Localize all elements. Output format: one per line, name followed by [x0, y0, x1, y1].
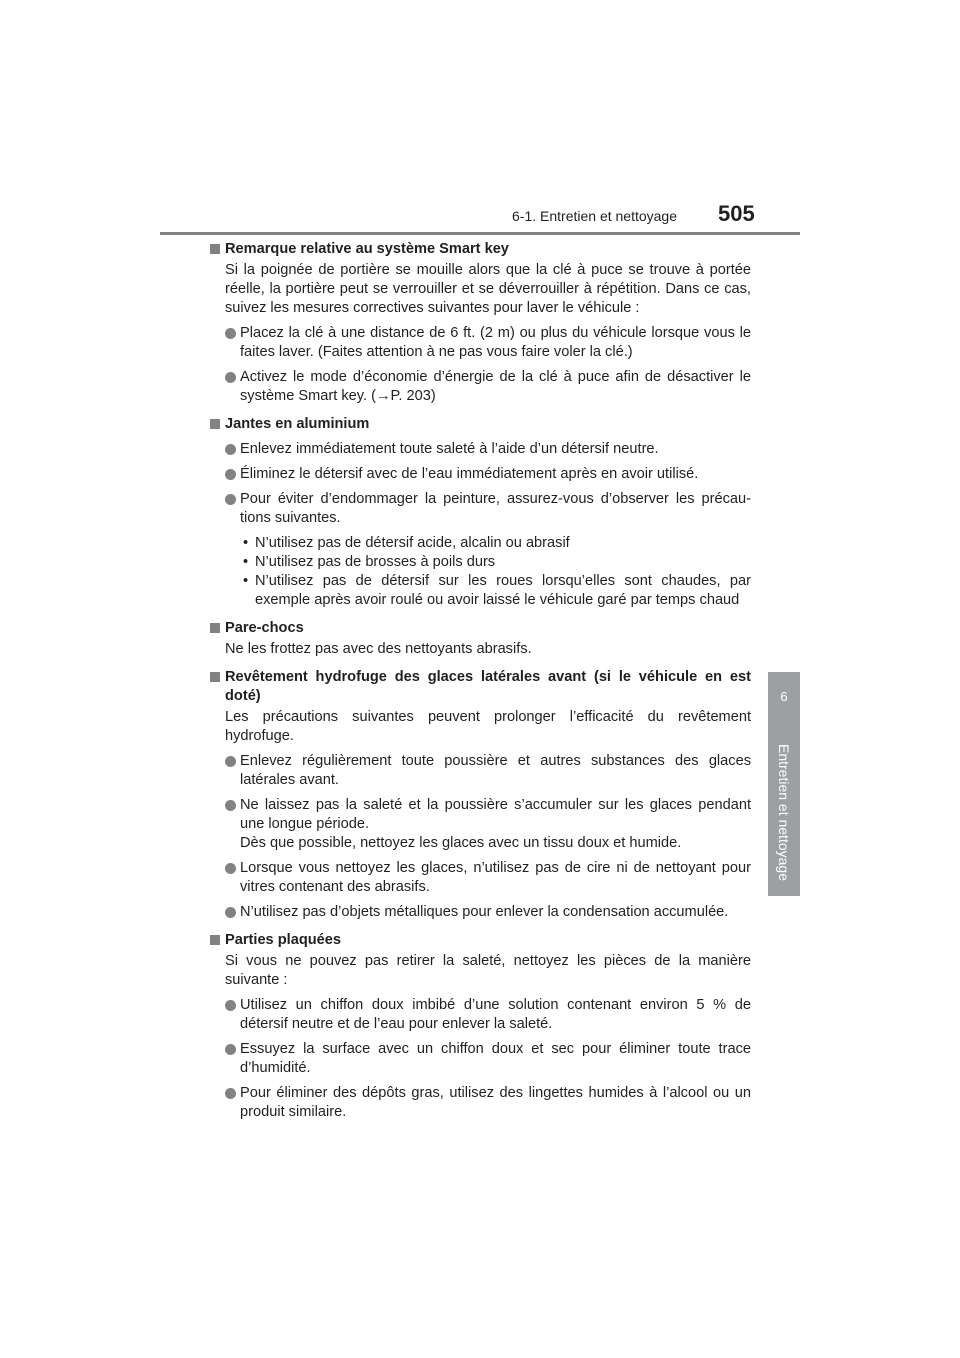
- sub-list-item: • N’utilisez pas de détersif acide, alcalin ou abrasif: [243, 535, 570, 551]
- round-bullet-icon: [225, 756, 236, 767]
- paragraph: Les précautions suivantes peuvent prolonger l’efficacité du revêtement hydrofuge.: [225, 709, 751, 744]
- list-item: Enlevez régulièrement toute poussière et autres substances des glaces latérales avant.: [210, 752, 751, 790]
- paragraph: Si la poignée de portière se mouille alors que la clé à puce se trouve à portée réelle, la portière peut se verrouiller et se déverrouiller à répétition. Dans ce cas, suivez les mesures correctives suivantes pour laver le véhicule :: [225, 262, 751, 316]
- round-bullet-icon: [225, 1000, 236, 1011]
- round-bullet-icon: [225, 469, 236, 480]
- paragraph: Ne les frottez pas avec des nettoyants abrasifs.: [225, 641, 532, 657]
- chapter-label: Entretien et nettoyage: [776, 743, 792, 881]
- round-bullet-icon: [225, 494, 236, 505]
- square-bullet-icon: [210, 672, 220, 682]
- paragraph: Si vous ne pouvez pas retirer la saleté, nettoyez les pièces de la manière suivante :: [225, 953, 751, 988]
- small-bullet-icon: •: [243, 535, 249, 551]
- list-item: Lorsque vous nettoyez les glaces, n’utilisez pas de cire ni de nettoyant pour vitres contenant des abrasifs.: [210, 859, 751, 897]
- header-divider: [160, 232, 800, 235]
- list-item: Pour éliminer des dépôts gras, utilisez des lingettes humides à l’alcool ou un produit similaire.: [210, 1084, 751, 1122]
- sub-list-item: • N’utilisez pas de brosses à poils durs: [243, 554, 496, 570]
- page-reference[interactable]: Activez le mode d’économie d’énergie de la clé à puce afin de désactiver le système Smart key. (→P. 203): [240, 369, 751, 404]
- round-bullet-icon: [225, 372, 236, 383]
- list-item: Placez la clé à une distance de 6 ft. (2 m) ou plus du véhicule lorsque vous le faites laver. (Faites attention à ne pas vous faire voler la clé.): [210, 324, 751, 362]
- small-bullet-icon: •: [243, 554, 249, 570]
- section-heading-parties-plaquees: Parties plaquées: [210, 931, 751, 950]
- list-item: [210, 368, 751, 406]
- round-bullet-icon: [225, 907, 236, 918]
- list-item: Utilisez un chiffon doux imbibé d’une solution contenant environ 5 % de détersif neutre et de l’eau pour enlever la saleté.: [210, 996, 751, 1034]
- section-title: 6-1. Entretien et nettoyage: [512, 208, 677, 224]
- small-bullet-icon: •: [243, 573, 249, 589]
- list-item: Enlevez immédiatement toute saleté à l’aide d’un détersif neutre.: [210, 440, 751, 459]
- section-heading-smart-key: Remarque relative au système Smart key: [210, 240, 751, 259]
- round-bullet-icon: [225, 863, 236, 874]
- square-bullet-icon: [210, 623, 220, 633]
- section-heading-pare-chocs: Pare-chocs: [210, 619, 751, 638]
- sub-list-item: • N’utilisez pas de détersif sur les roues lorsqu’elles sont chaudes, par exemple après avoir roulé ou avoir laissé le véhicule garé par temps chaud: [243, 573, 751, 608]
- sub-list: [210, 534, 751, 610]
- list-item: N’utilisez pas d’objets métalliques pour enlever la condensation accumulée.: [210, 903, 751, 922]
- list-item: Éliminez le détersif avec de l’eau immédiatement après en avoir utilisé.: [210, 465, 751, 484]
- section-heading-jantes: Jantes en aluminium: [210, 415, 751, 434]
- square-bullet-icon: [210, 935, 220, 945]
- page-number: 505: [718, 201, 755, 226]
- list-item: Pour éviter d’endommager la peinture, assurez-vous d’observer les précau-tions suivantes.: [210, 490, 751, 528]
- round-bullet-icon: [225, 1088, 236, 1099]
- chapter-number: 6: [780, 689, 788, 704]
- main-content: [210, 240, 751, 1122]
- round-bullet-icon: [225, 328, 236, 339]
- list-item: Ne laissez pas la saleté et la poussière s’accumuler sur les glaces pendant une longue période. Dès que possible, nettoyez les glaces avec un tissu doux et humide.: [210, 796, 751, 853]
- page-header: [0, 0, 960, 240]
- square-bullet-icon: [210, 244, 220, 254]
- list-item: Essuyez la surface avec un chiffon doux et sec pour éliminer toute trace d’humidité.: [210, 1040, 751, 1078]
- round-bullet-icon: [225, 444, 236, 455]
- square-bullet-icon: [210, 419, 220, 429]
- chapter-tab: [768, 672, 800, 896]
- round-bullet-icon: [225, 800, 236, 811]
- section-heading-revetement: Revêtement hydrofuge des glaces latérales avant (si le véhicule en est doté): [210, 668, 751, 706]
- round-bullet-icon: [225, 1044, 236, 1055]
